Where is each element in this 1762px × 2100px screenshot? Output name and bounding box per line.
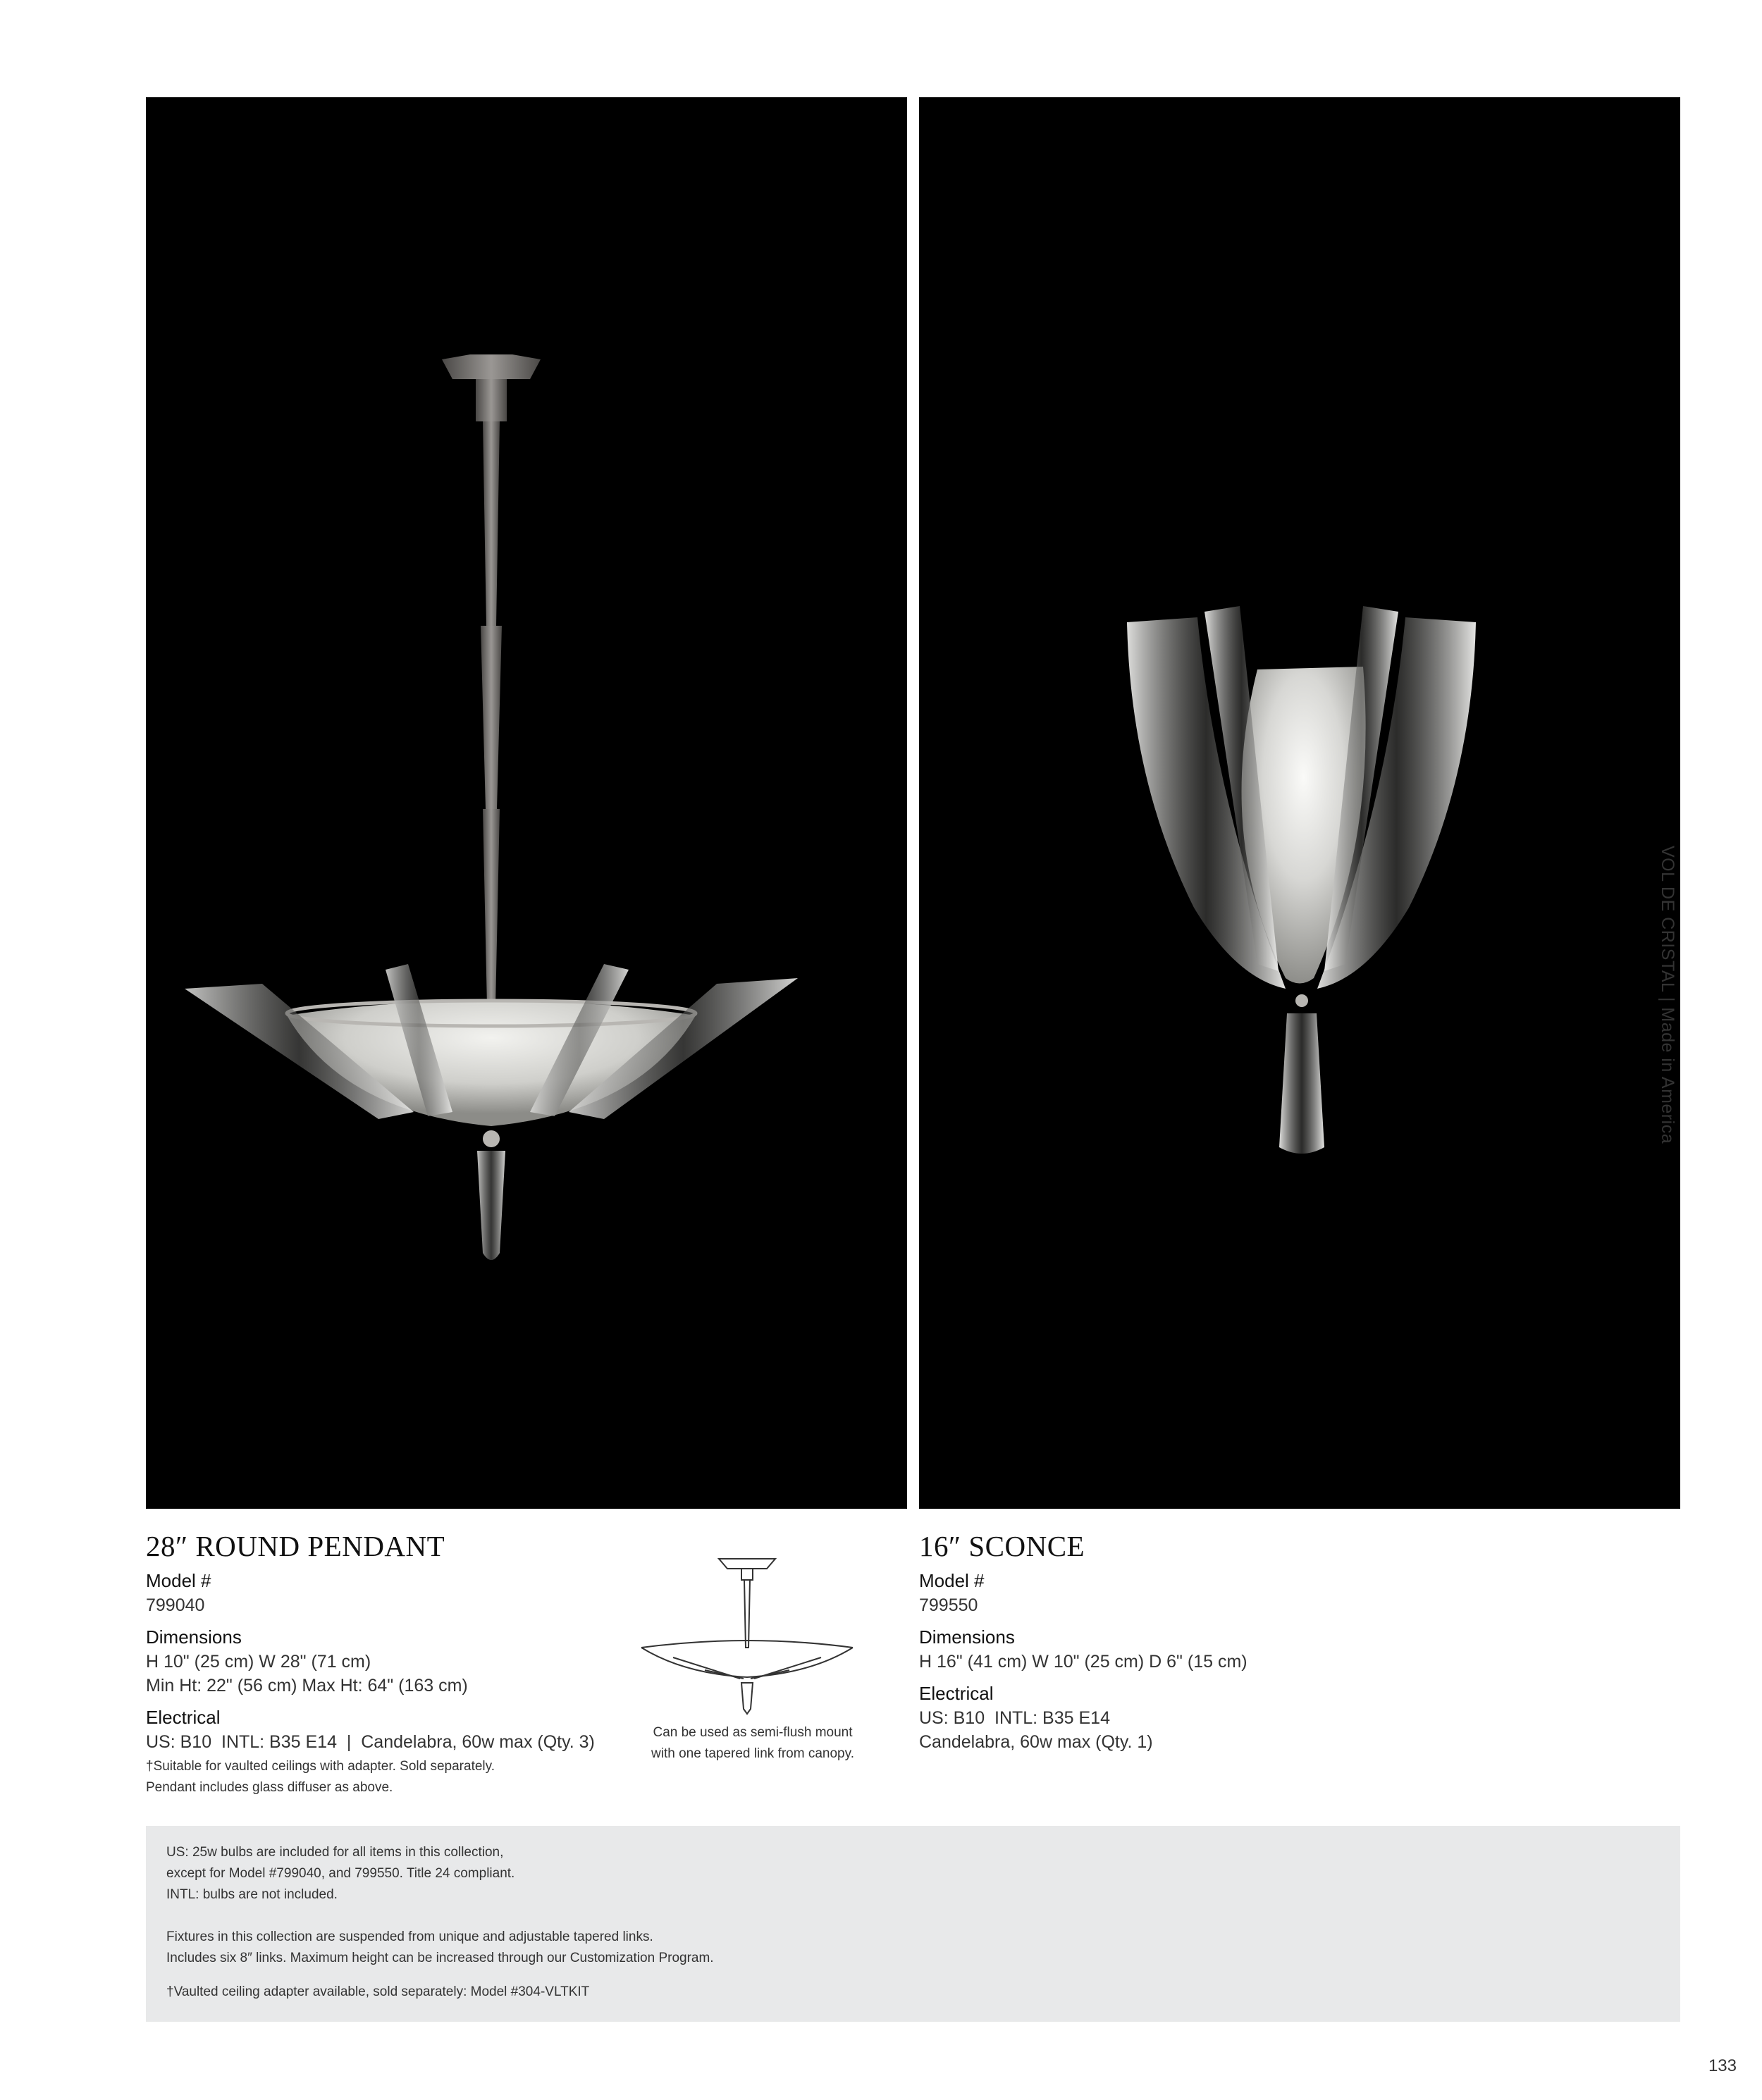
pendant-illustration <box>146 97 907 1509</box>
collection-side-label: VOL DE CRISTAL | Made in America <box>1658 846 1677 1144</box>
notes-line1: US: 25w bulbs are included for all items in this collection, <box>166 1845 504 1860</box>
semi-flush-caption-line2: with one tapered link from canopy. <box>651 1746 854 1761</box>
sconce-model-value: 799550 <box>919 1595 978 1615</box>
sconce-dimensions-line1: H 16" (41 cm) W 10" (25 cm) D 6" (15 cm) <box>919 1652 1247 1672</box>
semi-flush-diagram <box>634 1550 860 1719</box>
pendant-electrical-label: Electrical <box>146 1707 221 1728</box>
pendant-model-label: Model # <box>146 1570 211 1591</box>
sconce-electrical-line2: Candelabra, 60w max (Qty. 1) <box>919 1732 1153 1752</box>
notes-line6: †Vaulted ceiling adapter available, sold separately: Model #304-VLTKIT <box>166 1984 590 1999</box>
collection-notes-panel <box>146 1826 1680 2022</box>
notes-line4: Fixtures in this collection are suspended from unique and adjustable tapered links. <box>166 1929 653 1944</box>
sconce-dimensions-label: Dimensions <box>919 1626 1015 1648</box>
pendant-dimensions-line2: Min Ht: 22" (56 cm) Max Ht: 64" (163 cm) <box>146 1676 468 1696</box>
sconce-illustration <box>919 97 1680 1509</box>
notes-line5: Includes six 8″ links. Maximum height can be increased through our Customization Program. <box>166 1951 714 1965</box>
pendant-dimensions-line1: H 10" (25 cm) W 28" (71 cm) <box>146 1652 371 1672</box>
pendant-note-diffuser: Pendant includes glass diffuser as above. <box>146 1780 393 1795</box>
pendant-dimensions-label: Dimensions <box>146 1626 242 1648</box>
pendant-title: 28″ ROUND PENDANT <box>146 1530 445 1562</box>
notes-line2: except for Model #799040, and 799550. Title 24 compliant. <box>166 1866 515 1881</box>
pendant-electrical-line: US: B10 INTL: B35 E14 | Candelabra, 60w max (Qty. 3) <box>146 1732 595 1752</box>
sconce-title: 16″ SCONCE <box>919 1530 1085 1562</box>
sconce-photo <box>919 97 1680 1509</box>
page-number: 133 <box>1708 2056 1737 2075</box>
sconce-model-label: Model # <box>919 1570 985 1591</box>
pendant-model-value: 799040 <box>146 1595 205 1615</box>
sconce-electrical-label: Electrical <box>919 1683 994 1704</box>
semi-flush-caption-line1: Can be used as semi-flush mount <box>653 1725 853 1740</box>
notes-line3: INTL: bulbs are not included. <box>166 1887 338 1902</box>
pendant-photo <box>146 97 907 1509</box>
pendant-note-vaulted: †Suitable for vaulted ceilings with adapter. Sold separately. <box>146 1759 495 1774</box>
sconce-electrical-line1: US: B10 INTL: B35 E14 <box>919 1708 1110 1728</box>
